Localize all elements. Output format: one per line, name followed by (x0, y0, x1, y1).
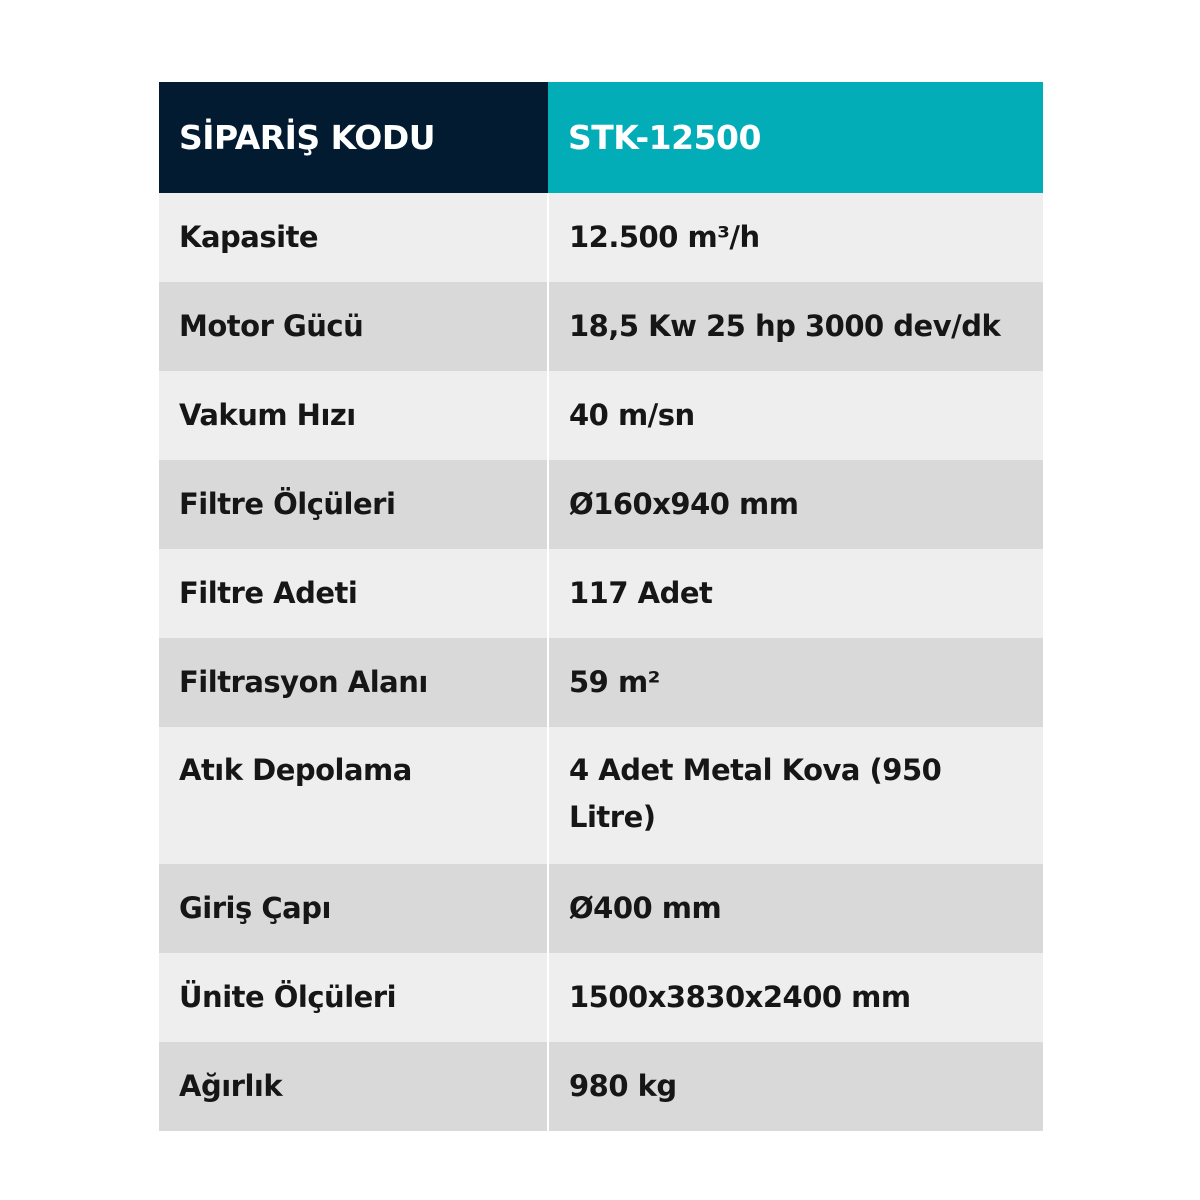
row-value-filtre-olculeri: Ø160x940 mm (548, 460, 1043, 549)
row-label-vakum-hizi: Vakum Hızı (159, 371, 548, 460)
row-value-motor-gucu: 18,5 Kw 25 hp 3000 dev/dk (548, 282, 1043, 371)
order-code-label: SİPARİŞ KODU (159, 82, 548, 193)
row-label-filtrasyon-alani: Filtrasyon Alanı (159, 638, 548, 727)
row-value-filtre-adeti: 117 Adet (548, 549, 1043, 638)
row-value-kapasite: 12.500 m³/h (548, 193, 1043, 282)
table-row (159, 727, 1043, 864)
row-label-unite-olculeri: Ünite Ölçüleri (159, 953, 548, 1042)
row-value-unite-olculeri: 1500x3830x2400 mm (548, 953, 1043, 1042)
row-label-giris-capi: Giriş Çapı (159, 864, 548, 953)
table-row (159, 953, 1043, 1042)
row-value-filtrasyon-alani: 59 m² (548, 638, 1043, 727)
order-code-value: STK-12500 (548, 82, 1043, 193)
table-header-row (159, 82, 1043, 193)
table-row (159, 193, 1043, 282)
row-label-kapasite: Kapasite (159, 193, 548, 282)
row-value-vakum-hizi: 40 m/sn (548, 371, 1043, 460)
table-row (159, 282, 1043, 371)
row-label-filtre-olculeri: Filtre Ölçüleri (159, 460, 548, 549)
row-label-agirlik: Ağırlık (159, 1042, 548, 1131)
table-row (159, 638, 1043, 727)
row-label-motor-gucu: Motor Gücü (159, 282, 548, 371)
table-row (159, 371, 1043, 460)
row-value-agirlik: 980 kg (548, 1042, 1043, 1131)
row-value-atik-depolama: 4 Adet Metal Kova (950 Litre) (548, 727, 1043, 864)
row-label-atik-depolama: Atık Depolama (159, 727, 548, 864)
table-row (159, 460, 1043, 549)
table-row (159, 1042, 1043, 1131)
row-value-giris-capi: Ø400 mm (548, 864, 1043, 953)
table-row (159, 549, 1043, 638)
row-label-filtre-adeti: Filtre Adeti (159, 549, 548, 638)
spec-table (159, 82, 1043, 1131)
table-row (159, 864, 1043, 953)
